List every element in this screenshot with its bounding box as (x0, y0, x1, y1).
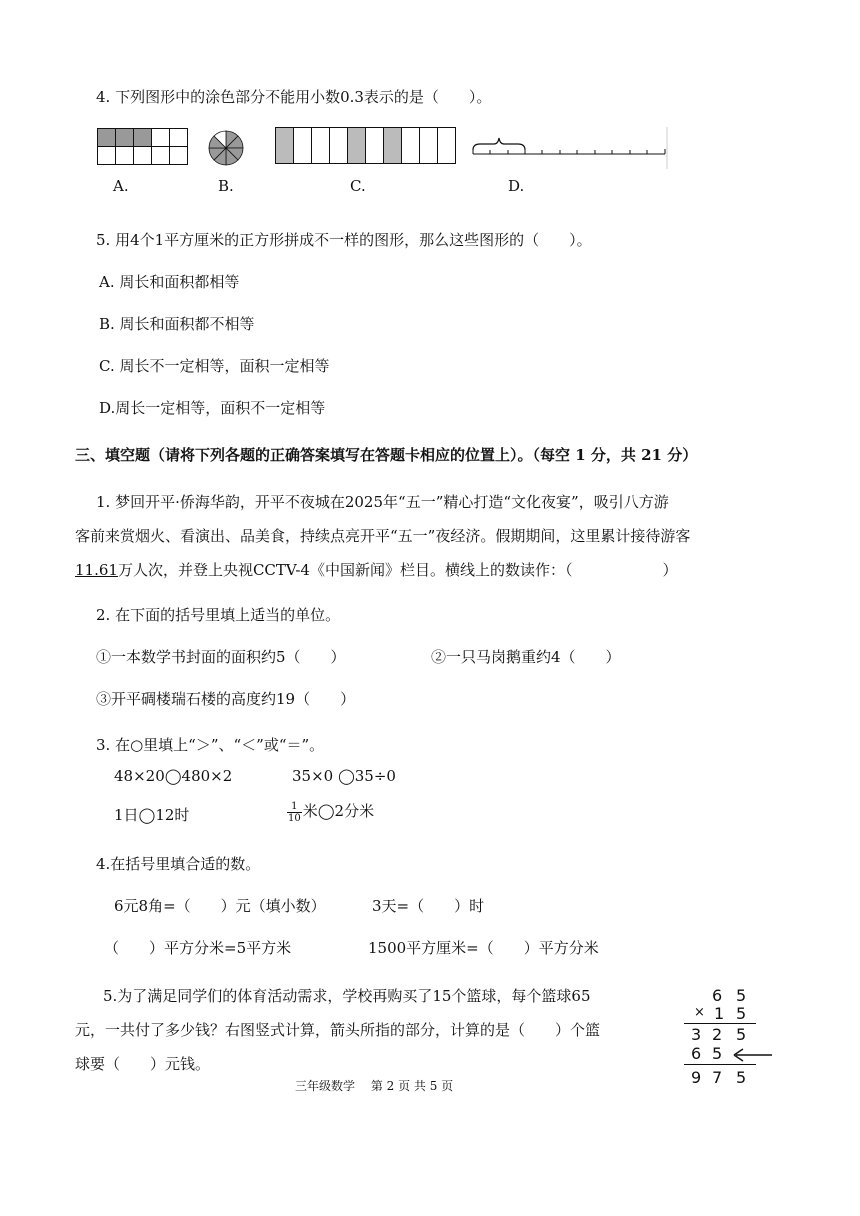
figure-c (275, 127, 457, 165)
s3-q2-item2: ②一只马岗鹅重约4（ ） (431, 648, 621, 666)
calc-row1-d1: 6 (712, 986, 723, 1005)
s3-q3-compare3: 1日◯12时 (114, 806, 190, 824)
calc-row1-d2: 5 (736, 986, 747, 1005)
fraction: $\frac{1}{10}$ (288, 800, 301, 824)
calc-row5-d3: 5 (736, 1068, 747, 1087)
s3-q4-d: 1500平方厘米=（ ）平方分米 (368, 939, 599, 957)
calc-row4-d1: 6 (691, 1044, 702, 1063)
s3-q4-b: 3天=（ ）时 (372, 897, 485, 915)
calc-row3-d3: 5 (736, 1025, 747, 1044)
q5-stem: 5. 用4个1平方厘米的正方形拼成不一样的图形，那么这些图形的（ ）。 (96, 231, 592, 249)
figure-b (207, 129, 245, 167)
label-d: D. (508, 177, 525, 195)
q5-option-b: B. 周长和面积都不相等 (99, 315, 255, 333)
s3-q3-compare1: 48×20◯480×2 (114, 767, 233, 785)
arrow-left-icon (732, 1047, 774, 1063)
label-b: B. (218, 177, 234, 195)
calc-row2-d2: 5 (736, 1004, 747, 1023)
s3-q5-line1: 5.为了满足同学们的体育活动需求，学校再购买了15个篮球，每个篮球65 (103, 987, 591, 1005)
s3-q2-item3: ③开平碉楼瑞石楼的高度约19（ ） (96, 690, 356, 708)
s3-q2-item1: ①一本数学书封面的面积约5（ ） (96, 648, 346, 666)
calc-row4-d2: 5 (712, 1044, 723, 1063)
label-a: A. (113, 177, 129, 195)
calc-row5-d2: 7 (712, 1068, 723, 1087)
underlined-number: 11.61 (75, 561, 118, 579)
calc-row3-d1: 3 (691, 1025, 702, 1044)
calc-row2-d1: 1 (714, 1004, 725, 1023)
q4-stem: 4. 下列图形中的涂色部分不能用小数0.3表示的是（ ）。 (96, 88, 492, 106)
calc-line-2 (684, 1064, 756, 1065)
s3-q1-line2: 客前来赏烟火、看演出、品美食，持续点亮开平“五一”夜经济。假期期间，这里累计接待游客 (75, 527, 691, 545)
figure-d (470, 127, 670, 169)
q5-option-a: A. 周长和面积都相等 (99, 273, 240, 291)
label-c: C. (350, 177, 366, 195)
s3-q3-compare2: 35×0 ◯35÷0 (292, 767, 396, 785)
s3-q1-line3: 11.61万人次，并登上央视CCTV-4《中国新闻》栏目。横线上的数读作：（ ） (75, 561, 678, 579)
s3-q4-a: 6元8角=（ ）元（填小数） (114, 897, 326, 915)
s3-q3-compare4: $\frac{1}{10}$ 米◯2分米 (288, 800, 375, 824)
s3-q4-stem: 4.在括号里填合适的数。 (96, 855, 261, 873)
q5-option-d: D.周长一定相等，面积不一定相等 (99, 399, 326, 417)
s3-q1-line1: 1. 梦回开平·侨海华韵，开平不夜城在2025年“五一”精心打造“文化夜宴”，吸引八方游 (96, 493, 669, 511)
section3-heading: 三、填空题（请将下列各题的正确答案填写在答题卡相应的位置上）。（每空 1 分，共 21 分） (75, 446, 698, 464)
s3-q5-line2: 元，一共付了多少钱？右图竖式计算，箭头所指的部分，计算的是（ ）个篮 (75, 1021, 601, 1039)
calc-row3-d2: 2 (712, 1025, 723, 1044)
q5-option-c: C. 周长不一定相等，面积一定相等 (99, 357, 330, 375)
page-footer: 三年级数学 第 2 页 共 5 页 (295, 1079, 454, 1093)
calc-times: × (694, 1005, 705, 1020)
s3-q4-c: （ ）平方分米=5平方米 (104, 939, 292, 957)
s3-q2-stem: 2. 在下面的括号里填上适当的单位。 (96, 606, 341, 624)
s3-q3-stem: 3. 在○里填上“＞”、“＜”或“＝”。 (96, 736, 325, 754)
calc-row5-d1: 9 (691, 1068, 702, 1087)
calc-line-1 (684, 1023, 756, 1024)
figure-a (97, 128, 189, 166)
s3-q5-line3: 球要（ ）元钱。 (75, 1055, 211, 1073)
